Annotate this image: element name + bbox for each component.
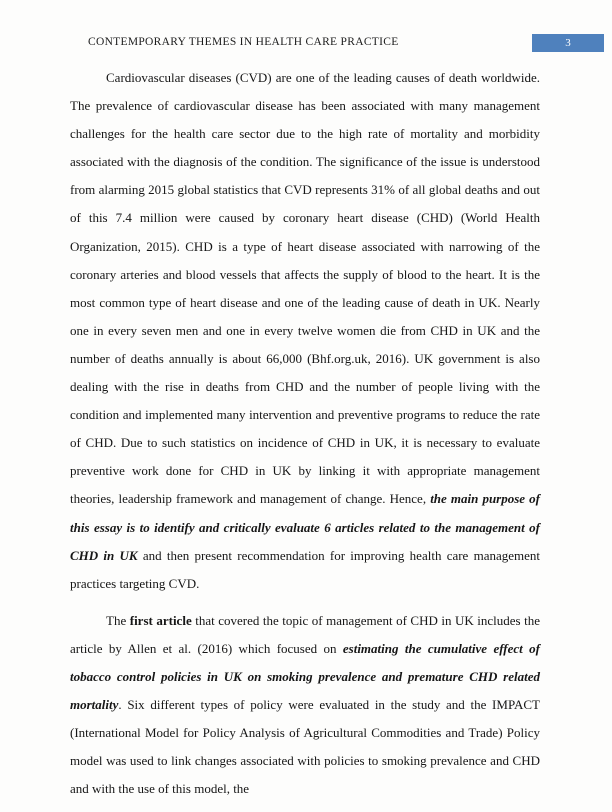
page-header	[0, 34, 612, 54]
text-run-bold: first article	[129, 612, 192, 628]
document-body	[70, 64, 540, 812]
paragraph-intro-cvd	[70, 64, 540, 598]
paragraph-first-article	[70, 607, 540, 804]
text-run-emphasis: estimating the cumulative effect of tobacco control policies in UK on smoking prevalence and premature CHD related mortality	[70, 640, 540, 713]
text-run: Cardiovascular diseases (CVD) are one of the leading causes of death worldwide. The prevalence of cardiovascular disease has been associated with many management challenges for the health care sector due to the high rate of mortality and morbidity associated with the diagnosis of the condition. The significance of the issue is understood from alarming 2015 global statistics that CVD represents 31% of all global deaths and out of this 7.4 million were caused by coronary heart disease (CHD) (World Health Organization, 2015). CHD is a type of heart disease associated with narrowing of the coronary arteries and blood vessels that affects the supply of blood to the heart. It is the most common type of heart disease and one of the leading cause of death in UK. Nearly one in every seven men and one in every twelve women die from CHD in UK and the number of deaths annually is about 66,000 (Bhf.org.uk, 2016). UK government is also dealing with the rise in deaths from CHD and the number of people living with the condition and implemented many intervention and preventive programs to reduce the rate of CHD. Due to such statistics on incidence of CHD in UK, it is necessary to evaluate preventive work done for CHD in UK by linking it with appropriate management theories, leadership framework and management of change. Hence,	[70, 70, 540, 507]
text-run: The	[106, 612, 130, 628]
text-run-emphasis: the main purpose of this essay is to identify and critically evaluate 6 articles related to the management of CHD in UK	[70, 491, 541, 563]
header-title: CONTEMPORARY THEMES IN HEALTH CARE PRACTICE	[88, 36, 399, 48]
page-number-badge: 3	[532, 34, 604, 52]
text-run: that covered the topic of management of CHD in UK includes the article by Allen et al. (2016) which focused on	[70, 612, 541, 656]
text-run: and then present recommendation for improving health care management practices targeting CVD.	[70, 547, 540, 591]
text-run: . Six different types of policy were evaluated in the study and the IMPACT (International Model for Policy Analysis of Agricultural Commodities and Trade) Policy model was used to link changes associated with policies to smoking prevalence and CHD and with the use of this model, the	[70, 697, 540, 797]
